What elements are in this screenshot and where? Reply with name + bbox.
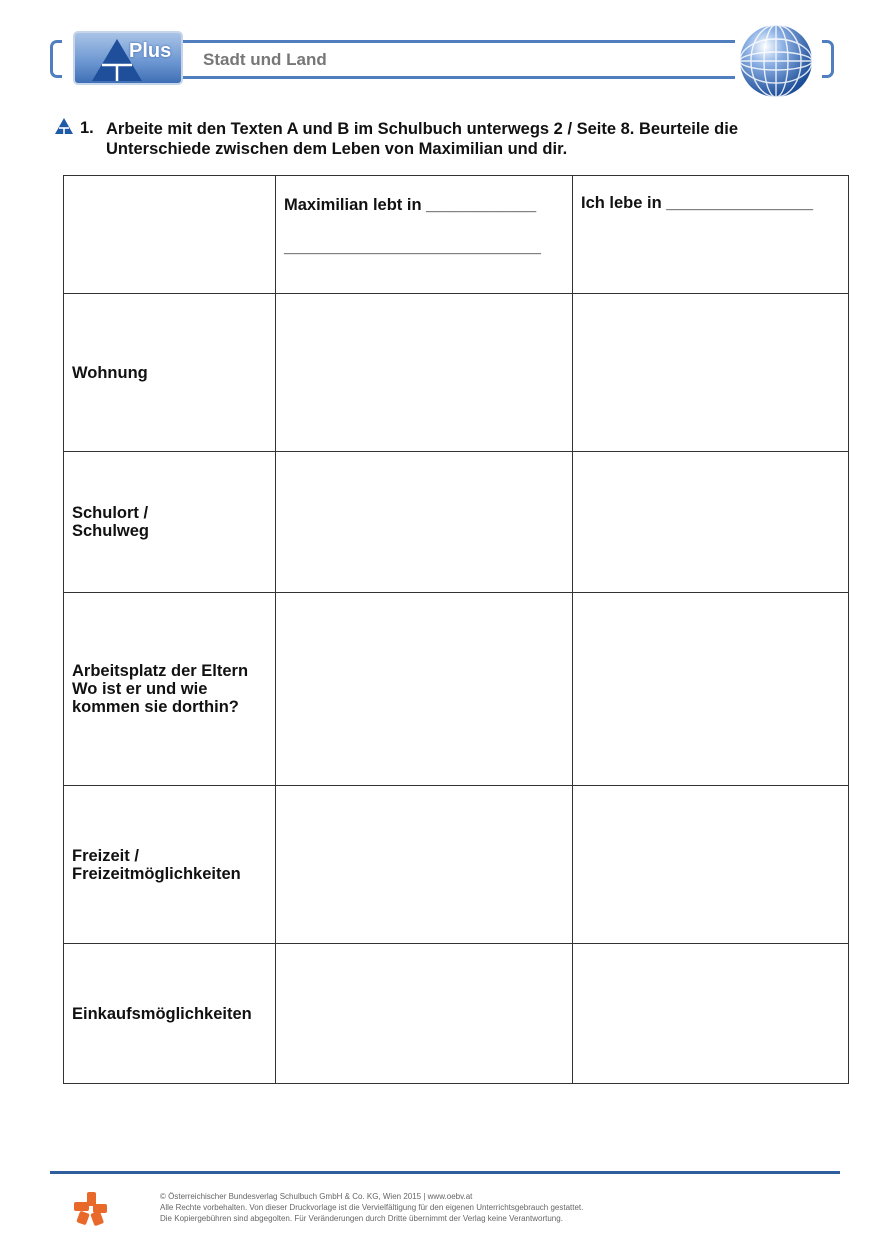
answer-cell-ich[interactable]	[573, 786, 849, 944]
answer-cell-ich[interactable]	[573, 452, 849, 593]
answer-cell-ich[interactable]	[573, 294, 849, 452]
task-number: 1.	[80, 119, 94, 137]
row-label-einkauf: Einkaufsmöglichkeiten	[64, 944, 276, 1084]
header-cell-ich[interactable]: Ich lebe in ________________	[573, 176, 849, 294]
row-label-arbeitsplatz: Arbeitsplatz der Eltern Wo ist er und wie kommen sie dorthin?	[64, 593, 276, 786]
footer-copyright	[160, 1191, 583, 1224]
footer-line	[50, 1171, 840, 1174]
row-label-schulort: Schulort / Schulweg	[64, 452, 276, 593]
header-bracket-left	[50, 40, 62, 78]
footer-line-1: © Österreichischer Bundesverlag Schulbuch GmbH & Co. KG, Wien 2015 | www.oebv.at	[160, 1192, 473, 1201]
answer-cell-ich[interactable]	[573, 593, 849, 786]
task-instruction: Arbeite mit den Texten A und B im Schulbuch unterwegs 2 / Seite 8. Beurteile die Unterschiede zwischen dem Leben von Maximilian und dir.	[106, 120, 739, 158]
answer-cell-maximilian[interactable]	[276, 294, 573, 452]
table-row	[64, 294, 849, 452]
page-title: Stadt und Land	[203, 50, 327, 69]
table-row	[64, 452, 849, 593]
table-row	[64, 786, 849, 944]
plus-label: Plus	[129, 40, 172, 62]
table-row	[64, 944, 849, 1084]
header-cell-empty	[64, 176, 276, 294]
globe-icon	[738, 23, 814, 99]
row-label-wohnung: Wohnung	[64, 294, 276, 452]
answer-cell-maximilian[interactable]	[276, 593, 573, 786]
publisher-logo-icon	[72, 1190, 110, 1228]
plus-badge	[73, 31, 183, 85]
table-row	[64, 593, 849, 786]
header-cell-maximilian[interactable]	[276, 176, 573, 294]
maximilian-blank-line: ____________________________	[284, 238, 541, 256]
triangle-level-icon	[54, 117, 74, 135]
header-bracket-right	[822, 40, 834, 78]
answer-cell-maximilian[interactable]	[276, 452, 573, 593]
answer-cell-maximilian[interactable]	[276, 786, 573, 944]
footer-line-2: Alle Rechte vorbehalten. Von dieser Druckvorlage ist die Vervielfältigung für den eigenen Unterrichtsgebrauch gestattet.	[160, 1203, 584, 1212]
footer-line-3: Die Kopiergebühren sind abgegolten. Für Veränderungen durch Dritte übernimmt der Verlag keine Verantwortung.	[160, 1214, 563, 1223]
answer-cell-ich[interactable]	[573, 944, 849, 1084]
header-line-bottom	[180, 76, 735, 79]
worksheet-table	[63, 175, 849, 1084]
answer-cell-maximilian[interactable]	[276, 944, 573, 1084]
table-header-row	[64, 176, 849, 294]
header-line-top	[180, 40, 735, 43]
maximilian-label: Maximilian lebt in ____________	[284, 196, 537, 214]
row-label-freizeit: Freizeit / Freizeitmöglichkeiten	[64, 786, 276, 944]
